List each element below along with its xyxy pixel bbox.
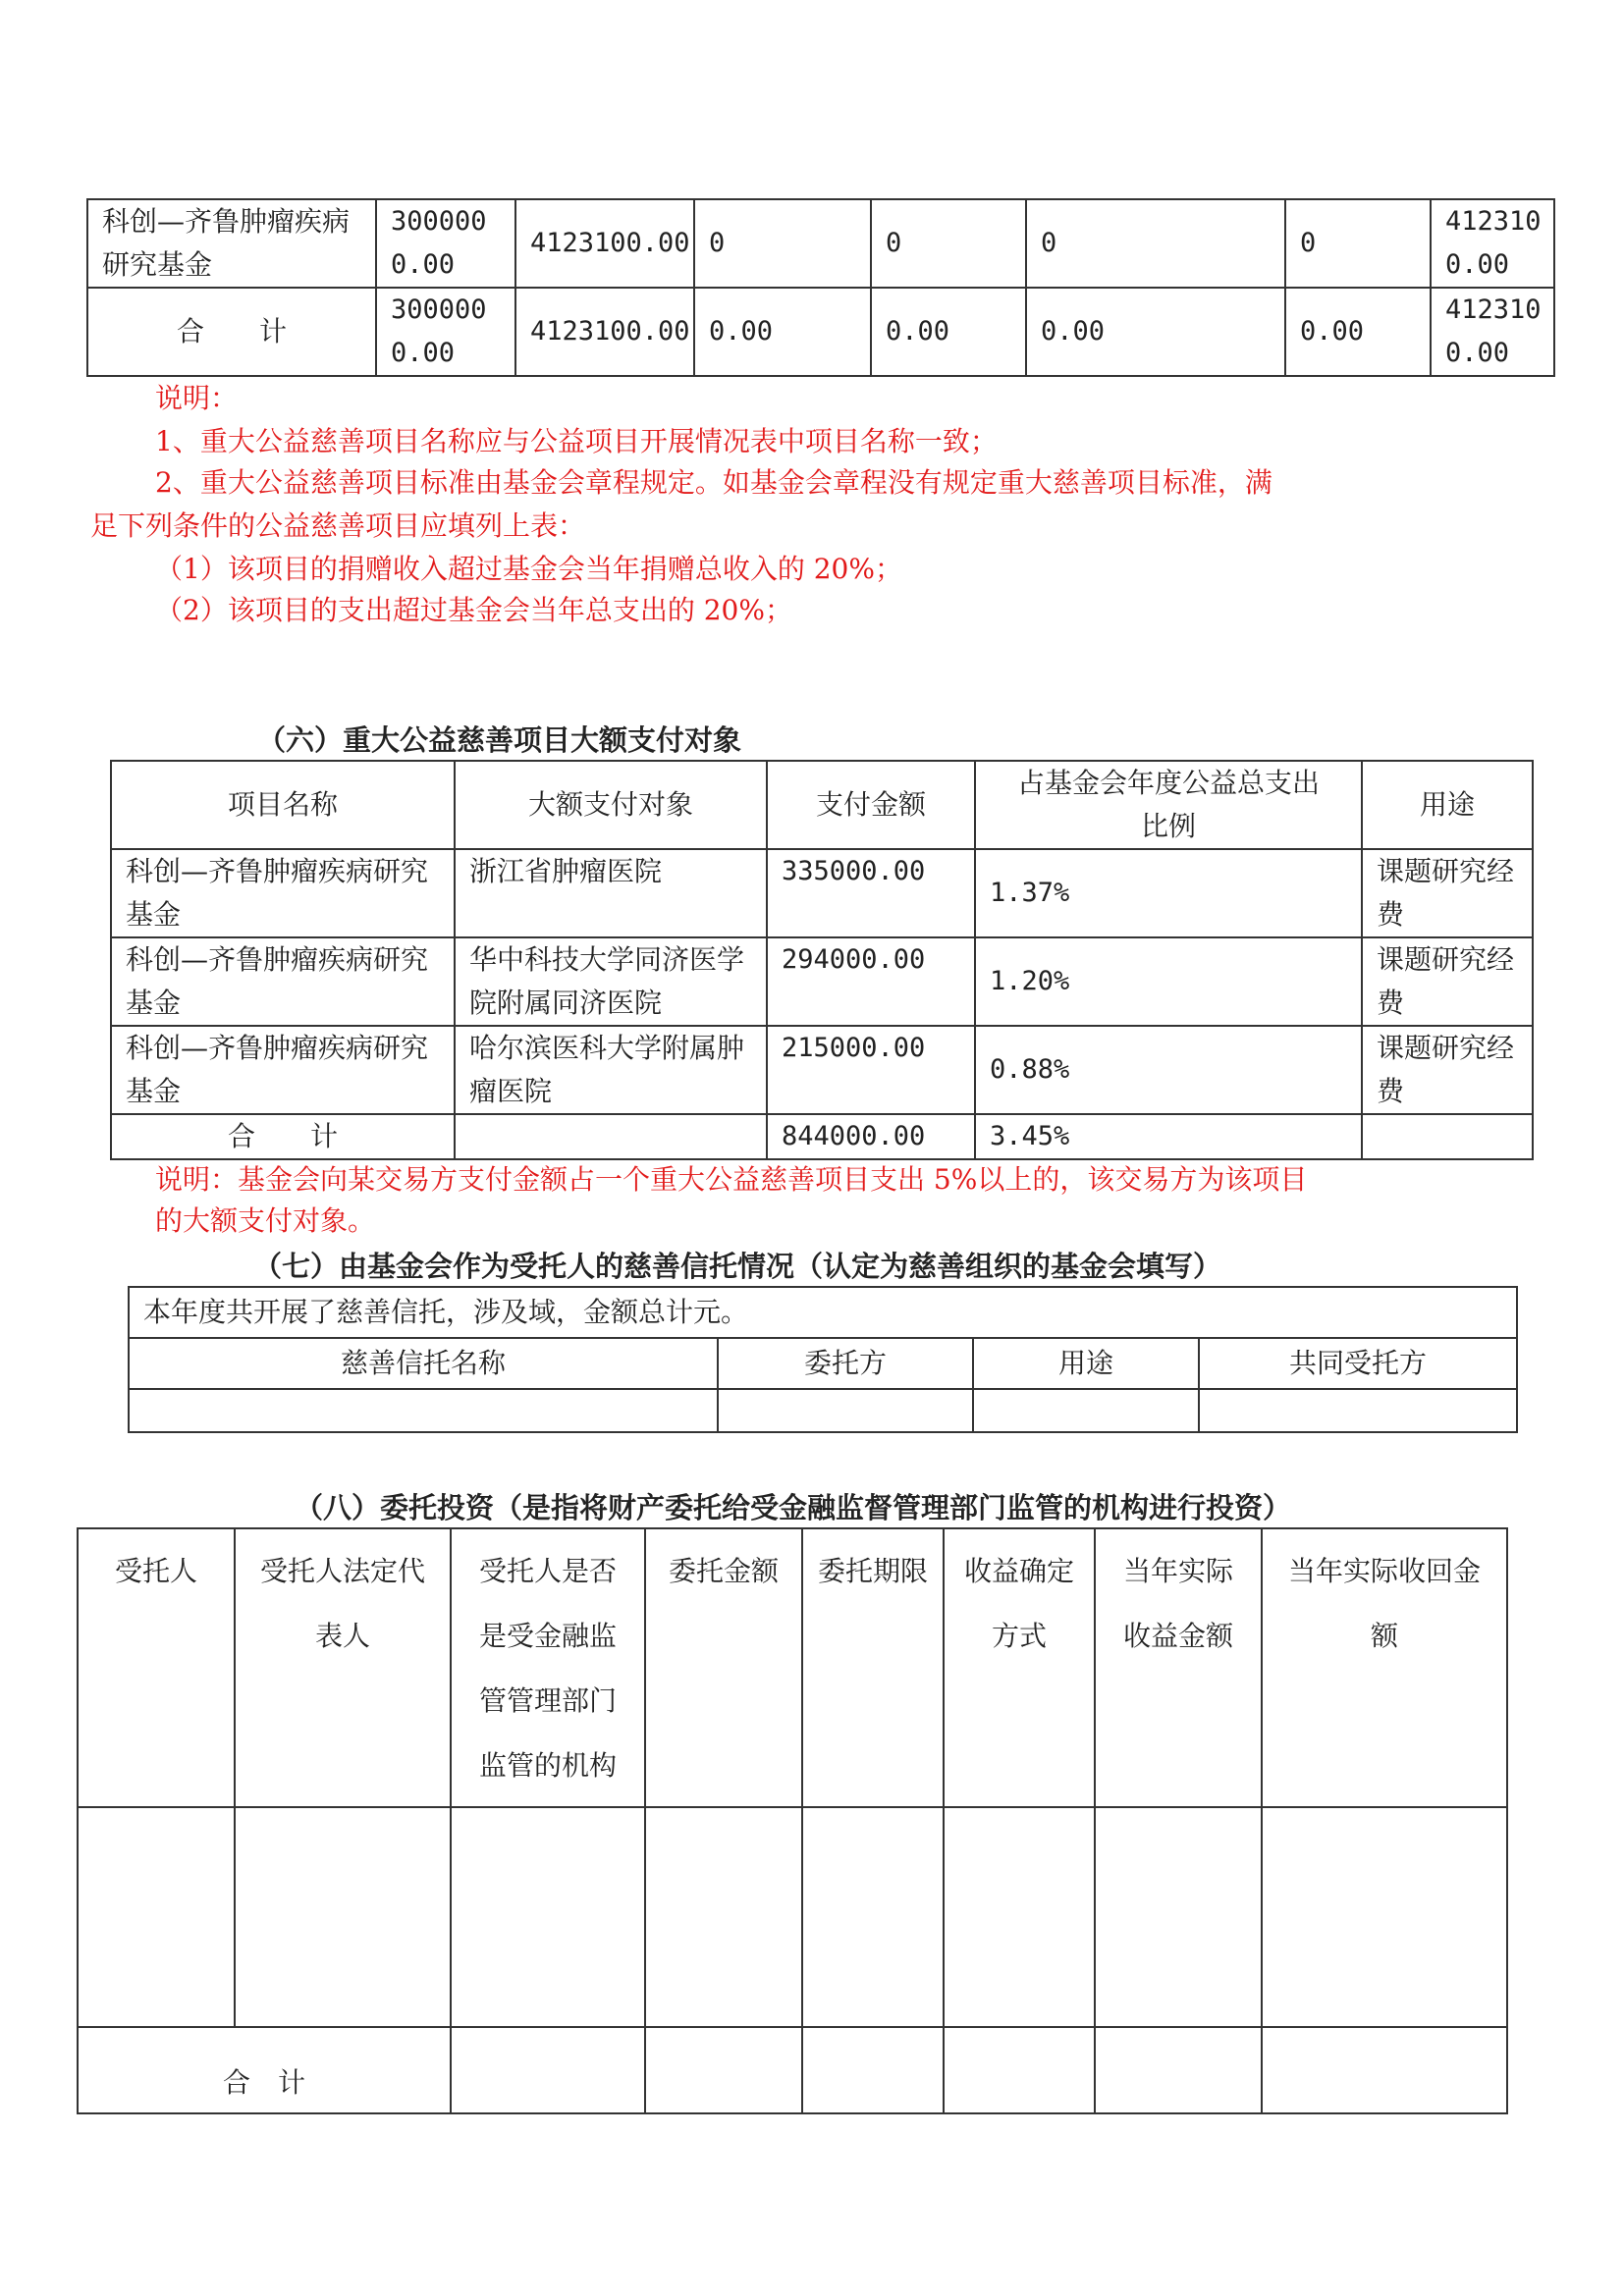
column-header: 当年实际收益金额 xyxy=(1095,1528,1262,1807)
empty-cell xyxy=(78,1807,235,2027)
note-line: 足下列条件的公益慈善项目应填列上表： xyxy=(90,509,586,542)
table-header-row xyxy=(111,761,1533,849)
payee-cell xyxy=(455,1114,767,1159)
note-line: 1、重大公益慈善项目名称应与公益项目开展情况表中项目名称一致； xyxy=(155,425,998,457)
payee-table xyxy=(110,760,1534,1160)
empty-cell xyxy=(235,1807,451,2027)
table-row xyxy=(78,1807,1507,2027)
project-name-cell: 科创—齐鲁肿瘤疾病研究基金 xyxy=(111,1026,455,1114)
column-header: 用途 xyxy=(973,1338,1199,1389)
cell: 0 xyxy=(1026,199,1285,288)
note-line: 说明：基金会向某交易方支付金额占一个重大公益慈善项目支出 5%以上的，该交易方为该项目 xyxy=(155,1163,1308,1196)
use-cell: 课题研究经费 xyxy=(1362,1026,1533,1114)
column-header: 受托人 xyxy=(78,1528,235,1807)
table-header-row xyxy=(129,1338,1517,1389)
empty-cell xyxy=(802,1807,944,2027)
cell: 0.00 xyxy=(1026,288,1285,376)
ratio-cell: 1.37% xyxy=(975,849,1362,937)
column-header: 项目名称 xyxy=(111,761,455,849)
empty-cell xyxy=(1262,1807,1507,2027)
empty-cell xyxy=(645,1807,802,2027)
section-eight-heading: （八）委托投资（是指将财产委托给受金融监督管理部门监管的机构进行投资） xyxy=(295,1491,1292,1524)
cell: 3000000.00 xyxy=(376,199,515,288)
column-header: 委托期限 xyxy=(802,1528,944,1807)
table-row xyxy=(111,1026,1533,1114)
empty-cell xyxy=(451,1807,645,2027)
cell: 4123100.00 xyxy=(1431,199,1554,288)
column-header: 受托人是否是受金融监管管理部门监管的机构 xyxy=(451,1528,645,1807)
cell: 4123100.00 xyxy=(515,199,694,288)
cell: 0.00 xyxy=(1285,288,1431,376)
column-header: 收益确定方式 xyxy=(944,1528,1095,1807)
cell: 4123100.00 xyxy=(1431,288,1554,376)
trust-table xyxy=(128,1286,1518,1433)
total-label-cell: 合 计 xyxy=(87,288,376,376)
payee-cell: 哈尔滨医科大学附属肿瘤医院 xyxy=(455,1026,767,1114)
cell: 0 xyxy=(694,199,871,288)
empty-cell xyxy=(129,1389,718,1432)
empty-cell xyxy=(645,2027,802,2113)
table-total-row xyxy=(111,1114,1533,1159)
payee-cell: 华中科技大学同济医学院附属同济医院 xyxy=(455,937,767,1026)
empty-cell xyxy=(802,2027,944,2113)
project-name-cell: 科创—齐鲁肿瘤疾病研究基金 xyxy=(87,199,376,288)
column-header: 当年实际收回金额 xyxy=(1262,1528,1507,1807)
table-total-row xyxy=(78,2027,1507,2113)
amount-cell: 335000.00 xyxy=(767,849,975,937)
use-cell: 课题研究经费 xyxy=(1362,937,1533,1026)
note-line: 2、重大公益慈善项目标准由基金会章程规定。如基金会章程没有规定重大慈善项目标准，满 xyxy=(155,466,1272,499)
ratio-cell: 0.88% xyxy=(975,1026,1362,1114)
amount-cell: 294000.00 xyxy=(767,937,975,1026)
total-label-cell: 合 计 xyxy=(111,1114,455,1159)
column-header: 支付金额 xyxy=(767,761,975,849)
use-cell: 课题研究经费 xyxy=(1362,849,1533,937)
table-row xyxy=(87,199,1554,288)
empty-cell xyxy=(944,2027,1095,2113)
cell: 0 xyxy=(871,199,1026,288)
project-name-cell: 科创—齐鲁肿瘤疾病研究基金 xyxy=(111,937,455,1026)
empty-cell xyxy=(1199,1389,1517,1432)
payee-cell: 浙江省肿瘤医院 xyxy=(455,849,767,937)
table-header-row xyxy=(78,1528,1507,1807)
column-header: 受托人法定代表人 xyxy=(235,1528,451,1807)
note-line: 的大额支付对象。 xyxy=(155,1204,376,1237)
empty-cell xyxy=(1095,2027,1262,2113)
table-row xyxy=(129,1287,1517,1338)
amount-cell: 215000.00 xyxy=(767,1026,975,1114)
column-header: 大额支付对象 xyxy=(455,761,767,849)
column-header: 占基金会年度公益总支出比例 xyxy=(975,761,1362,849)
column-header: 用途 xyxy=(1362,761,1533,849)
trust-summary: 本年度共开展了慈善信托，涉及域，金额总计元。 xyxy=(129,1287,1517,1338)
use-cell xyxy=(1362,1114,1533,1159)
investment-table xyxy=(77,1527,1508,2114)
total-label-cell: 合 计 xyxy=(78,2027,451,2113)
column-header: 委托金额 xyxy=(645,1528,802,1807)
empty-cell xyxy=(973,1389,1199,1432)
ratio-cell: 1.20% xyxy=(975,937,1362,1026)
section-six-heading: （六）重大公益慈善项目大额支付对象 xyxy=(257,723,742,757)
cell: 0.00 xyxy=(694,288,871,376)
note-line: （2）该项目的支出超过基金会当年总支出的 20%； xyxy=(155,594,792,626)
empty-cell xyxy=(451,2027,645,2113)
empty-cell xyxy=(1262,2027,1507,2113)
note-title: 说明： xyxy=(155,382,239,414)
major-projects-table xyxy=(86,198,1555,377)
project-name-cell: 科创—齐鲁肿瘤疾病研究基金 xyxy=(111,849,455,937)
empty-cell xyxy=(718,1389,973,1432)
note-line: （1）该项目的捐赠收入超过基金会当年捐赠总收入的 20%； xyxy=(155,553,902,585)
section-seven-heading: （七）由基金会作为受托人的慈善信托情况（认定为慈善组织的基金会填写） xyxy=(253,1250,1222,1283)
cell: 3000000.00 xyxy=(376,288,515,376)
cell: 4123100.00 xyxy=(515,288,694,376)
column-header: 委托方 xyxy=(718,1338,973,1389)
ratio-cell: 3.45% xyxy=(975,1114,1362,1159)
cell: 0.00 xyxy=(871,288,1026,376)
amount-cell: 844000.00 xyxy=(767,1114,975,1159)
empty-cell xyxy=(1095,1807,1262,2027)
column-header: 慈善信托名称 xyxy=(129,1338,718,1389)
cell: 0 xyxy=(1285,199,1431,288)
column-header: 共同受托方 xyxy=(1199,1338,1517,1389)
table-row xyxy=(87,288,1554,376)
table-row xyxy=(129,1389,1517,1432)
table-row xyxy=(111,937,1533,1026)
table-row xyxy=(111,849,1533,937)
empty-cell xyxy=(944,1807,1095,2027)
